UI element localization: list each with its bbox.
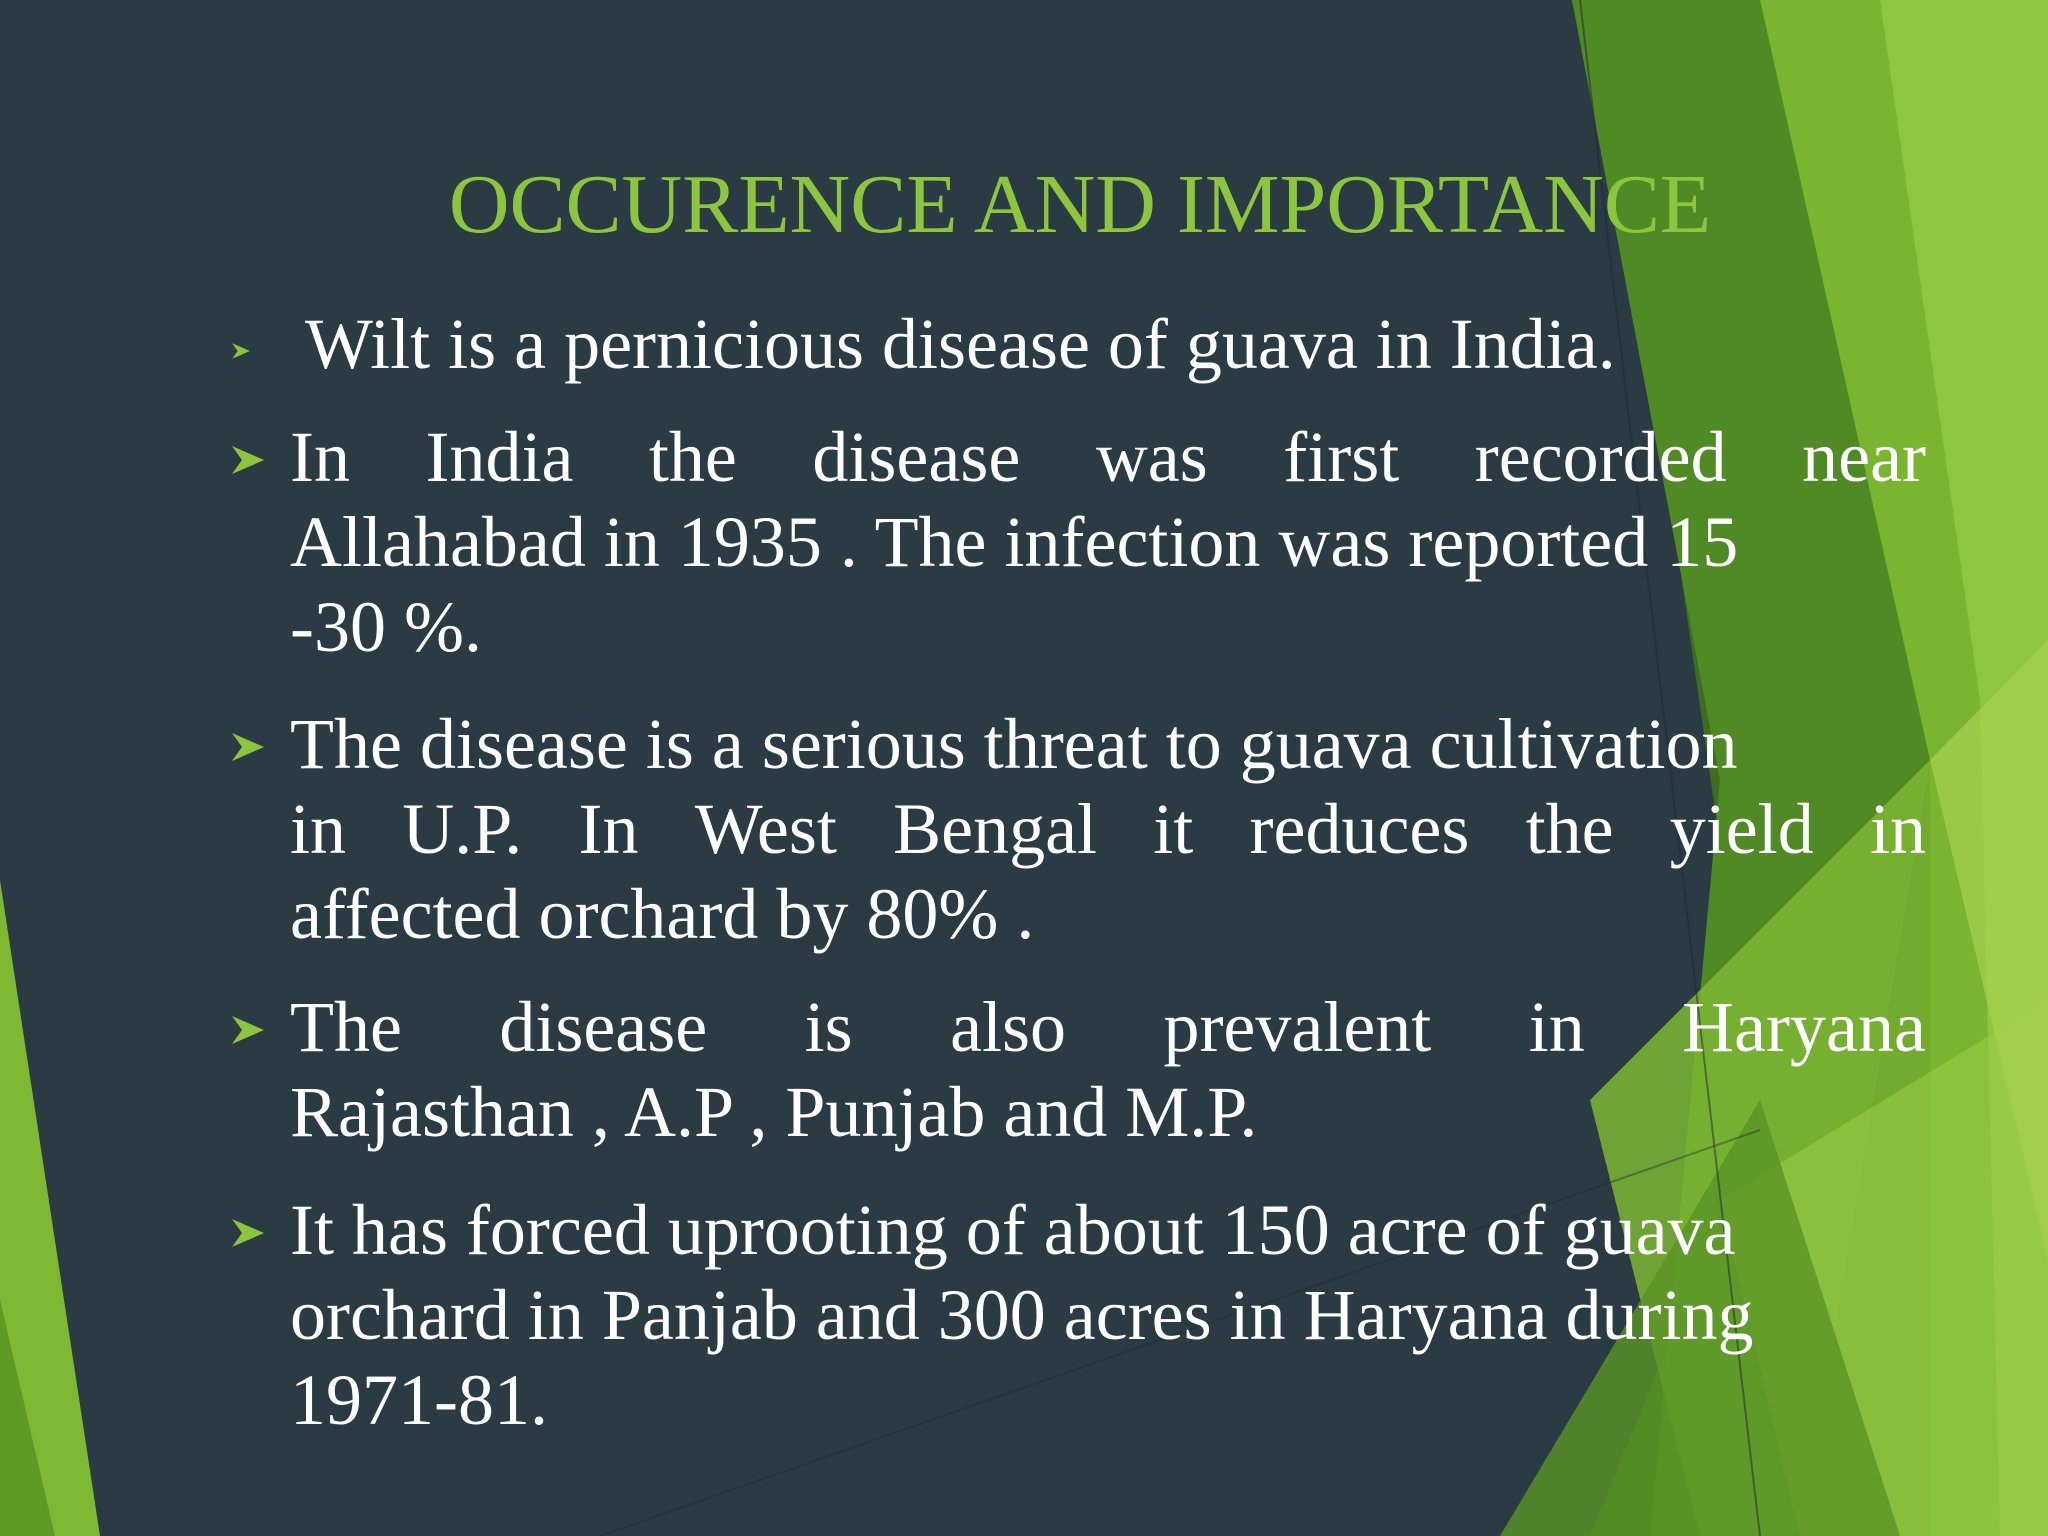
word: disease [499, 987, 708, 1067]
bullet-2-line-1 [290, 415, 1926, 499]
word: India [425, 417, 574, 497]
word: the [1525, 789, 1614, 869]
bullet-5-line-1: It has forced uprooting of about 150 acre of guava [290, 1190, 1736, 1270]
bullet-3-line-1: The disease is a serious threat to guava cultivation [290, 704, 1738, 784]
arrowhead-bullet-icon [228, 440, 268, 480]
word: was [1095, 417, 1208, 497]
word: first [1283, 417, 1400, 497]
word: yield [1669, 789, 1814, 869]
word: it [1153, 789, 1194, 869]
arrowhead-bullet-icon [228, 1213, 268, 1253]
word: in [290, 789, 347, 869]
word: West [694, 789, 837, 869]
bullet-4-line-1 [290, 985, 1926, 1069]
bullet-4-line-2: Rajasthan , A.P , Punjab and M.P. [290, 1072, 1258, 1152]
word: in [1528, 987, 1585, 1067]
word: reduces [1249, 789, 1470, 869]
word: Bengal [893, 789, 1098, 869]
bullet-5-line-2: orchard in Panjab and 300 acres in Haryana during [290, 1275, 1754, 1355]
word: is [804, 987, 853, 1067]
word: U.P. [402, 789, 523, 869]
word: disease [812, 417, 1021, 497]
word: the [648, 417, 737, 497]
word: In [578, 789, 639, 869]
bullet-3-line-2 [290, 787, 1926, 871]
bullet-5-line-3: 1971-81. [290, 1360, 548, 1440]
word: also [950, 987, 1067, 1067]
slide-title: OCCURENCE AND IMPORTANCE [448, 158, 1712, 251]
arrowhead-bullet-icon [228, 727, 268, 767]
word: prevalent [1163, 987, 1432, 1067]
arrowhead-bullet-icon [228, 1010, 268, 1050]
bullet-2-line-3: -30 %. [290, 587, 482, 667]
bullet-1-line-1: Wilt is a pernicious disease of guava in India. [305, 304, 1616, 384]
word: The [290, 987, 402, 1067]
arrowhead-bullet-icon [230, 340, 252, 362]
word: Haryana [1682, 987, 1926, 1067]
word: near [1802, 417, 1926, 497]
word: recorded [1474, 417, 1727, 497]
bullet-2-line-2: Allahabad in 1935 . The infection was reported 15 [290, 502, 1739, 582]
bullet-3-line-3: affected orchard by 80% . [290, 874, 1035, 954]
word: in [1869, 789, 1926, 869]
word: In [290, 417, 350, 497]
